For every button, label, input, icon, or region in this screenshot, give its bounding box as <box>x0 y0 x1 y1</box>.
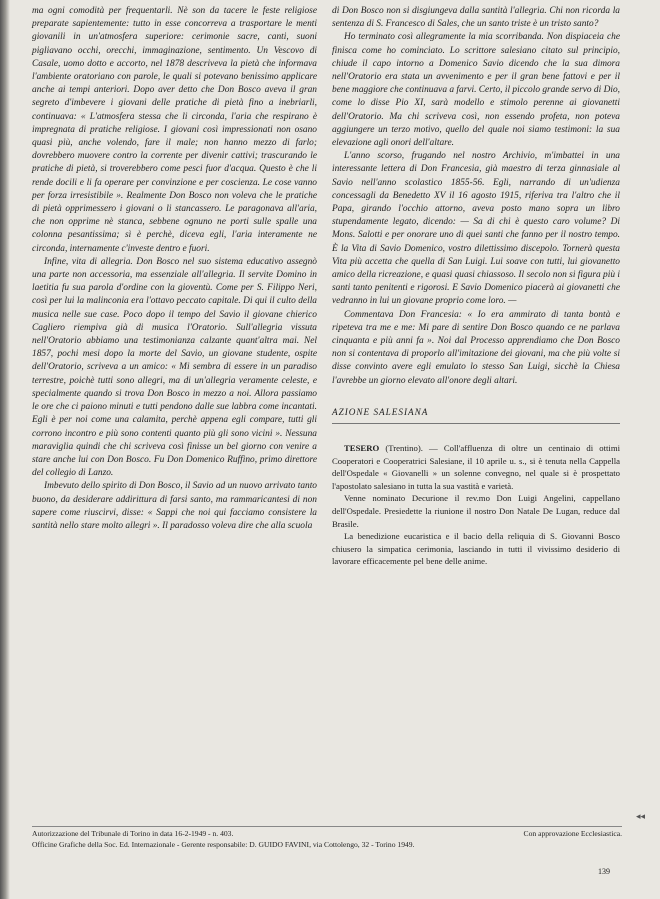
footer-line <box>32 840 622 850</box>
place-name: TESERO <box>344 443 380 454</box>
page-number: 139 <box>598 867 610 876</box>
body-paragraph: Imbevuto dello spirito di Don Bosco, il Savio ad un nuovo arrivato tanto buono, da desiderare addirittura di farsi santo, ma rammaricantesi di non sapere come riuscirvi, disse: « Sappi che noi qui facciamo consistere la santità nello stare molto allegri ». Il paradosso voleva dire che alla scuola <box>32 481 317 531</box>
news-paragraph <box>332 442 620 492</box>
body-paragraph: L'anno scorso, frugando nel nostro Archivio, m'imbattei in una interessante lettera di Don Francesia, già maestro di terza ginnasiale al Savio nell'anno scolastico 1855-56. Egli, narrando di un'udienza concessagli da Benedetto XV il 16 agosto 1915, riferiva tra l'altro che il Papa, girando l'occhio attorno, aveva posto mano sopra un libro stupendamente legato, dicendo: — Sa di chi è questo caro volume? Di Mons. Salotti e per onorare uno di quei santi che fanno per il nostro tempo. È la Vita di Savio Domenico, vostro dilettissimo discepolo. Tornerà questa Vita più accetta che quella di San Luigi. Lui soave con tutti, lui giovanetto amico della ricreazione, e quasi quasi chiassoso. Il secolo non si figura più i santi tanto penitenti e rigorosi. E Savio Domenico piacerà ai giovanetti che vedranno in lui un giovane proprio come loro. — <box>332 151 620 307</box>
footer-printer: Officine Grafiche della Soc. Ed. Internazionale - Gerente responsabile: D. GUIDO FAVINI, via Cottolengo, 32 - Torino 1949. <box>32 840 415 849</box>
body-paragraph: Infine, vita di allegria. Don Bosco nel suo sistema educativo assegnò una parte non accessoria, ma essenziale all'allegria. Il servite Domino in laetitia fu sua parola d'ordine con la gioventù. Come per S. Filippo Neri, così per lui la malinconia era l'ottavo peccato capitale. Di qui il culto della musica nelle sue case. Poco dopo il tempo del Savio il giovane chierico Cagliero riempiva già di musica l'Oratorio. Sull'allegria vissuta nell'Oratorio abbiamo una testimonianza calzante quant'altra mai. Nel 1857, pochi mesi dopo la morte del Savio, un giovane studente, ospite dell'Oratorio, scriveva a un amico: « Mi sembra di essere in un paradiso terrestre, poichè tutti sono allegri, ma di un'allegria veramente celeste, e specialmente quando si trova Don Bosco in mezzo a noi. Allora passiamo le ore che ci paiono minuti e tutti pendono dalle sue labbra come incantati. Egli è per noi come una calamita, perchè appena egli compare, tutti gli corrono incontro e più sono contenti quanto più gli sono vicini ». Nessuna maraviglia quindi che chi scriveva così finisse un bel giorno con venire a stare anche lui con Don Bosco. Fu Don Domenico Ruffino, primo direttore del collegio di Lanzo. <box>32 256 317 479</box>
footer-authorization: Autorizzazione del Tribunale di Torino in data 16-2-1949 - n. 403. <box>32 829 234 838</box>
footer-divider <box>32 826 622 827</box>
footer-line <box>32 829 622 839</box>
news-paragraph <box>332 492 620 530</box>
footer-approval: Con approvazione Ecclesiastica. <box>523 829 622 838</box>
news-text: La benedizione eucaristica e il bacio della reliquia di S. Giovanni Bosco chiusero la simpatica cerimonia, lasciando in tutti il vivissimo desiderio di lavorare efficacemente pel bene delle anime. <box>332 531 620 567</box>
body-paragraph: ma ogni comodità per frequentarli. Nè son da tacere le feste religiose preparate sapientemente: tutto in esse concorreva a trasportare le menti giovanili in un'atmosfera superiore: cerimonie sacre, canti, suoni pigliavano occhi, orecchi, immaginazione, sentimento. Un Vescovo di Casale, uomo dotto e accorto, nel 1878 descriveva la pietà che informava l'ambiente oratoriano con parole, le quali si potevano benissimo applicare anche ai tempi anteriori. Dopo aver detto che Don Bosco aveva il gran segreto d'imbevere i giovani delle pratiche di pietà fino a inebriarli, continuava: « L'atmosfera stessa che li circonda, l'aria che respirano è impregnata di pratiche religiose. I giovani così impressionati non osano quasi più, anche volendo, fare il male; non hanno mezzo di farlo; dovrebbero muovere contro la corrente per divenir cattivi; trascurando le pratiche di pietà, si troverebbero come pesci fuor d'acqua. Questo è che li rende docili e li fa operare per convinzione e per coscienza. Le cose vanno per forza irresistibile ». Realmente Don Bosco non voleva che le pratiche di pietà opprimessero i giovani o li stancassero. Le paragonava all'aria, che non opprime nè stanca, sebbene ognuno ne porti sulle spalle una colonna pesantissima; sì è perchè, diceva egli, l'aria interamente ne circonda, internamente c'investe dentro e fuori. <box>32 6 317 254</box>
news-paragraph <box>332 530 620 568</box>
body-paragraph: Ho terminato così allegramente la mia scorribanda. Non dispiaceia che finisca come ho cominciato. Lo scrittore salesiano citato sul principio, chiude il capo intorno a Domenico Savio dicendo che la sua dimora nell'Oratorio era stata un avvenimento e per il gran bene fattovi e per il bene maggiore che continuava a farvi. Certo, il piccolo grande servo di Dio, come lo disse Pio XI, sarà modello e stimolo perenne ai giovanetti dell'Oratorio. Ma chi scriveva così, non essendo profeta, non poteva aggiungere un terzo motivo, quello del quale noi siamo testimoni: la sua elevazione agli onori dell'altare. <box>332 32 620 149</box>
section-title: AZIONE SALESIANA <box>332 406 429 417</box>
body-paragraph: di Don Bosco non si disgiungeva dalla santità l'allegria. Chi non ricorda la sentenza di S. Francesco di Sales, che un santo triste è un tristo santo? <box>332 6 620 30</box>
page-binding-shadow <box>0 0 10 899</box>
left-column <box>32 5 317 533</box>
body-paragraph: Commentava Don Francesia: « Io era ammirato di tanta bontà e ripeteva tra me e me: Mi pare di sentire Don Bosco quando ce ne parlava cinquanta e più anni fa ». Noi dal Processo apprendiamo che Don Bosco non si contentava di proporlo all'imitazione dei giovani, ma che più volte si disse convinto avere egli emulato lo stesso San Luigi, sicchè la Chiesa l'avrebbe un giorno elevato all'onore degli altari. <box>332 309 620 386</box>
news-text: Venne nominato Decurione il rev.mo Don Luigi Angelini, cappellano dell'Ospedale. Presiedette la riunione il nostro Don Natale De Lugan, reduce dal Brasile. <box>332 493 620 529</box>
right-column <box>332 5 620 568</box>
margin-mark: ◂◂ <box>636 811 646 821</box>
news-text: (Trentino). — Coll'affluenza di oltre un centinaio di ottimi Cooperatori e Cooperatrici Salesiane, il 10 aprile u. s., si è tenuta nella Cappella dell'Ospedale « Giovanelli » un solenne convegno, nel quale si è prospettato l'apostolato salesiano in tutta la sua vastità e varietà. <box>332 443 620 491</box>
section-divider <box>332 423 620 424</box>
